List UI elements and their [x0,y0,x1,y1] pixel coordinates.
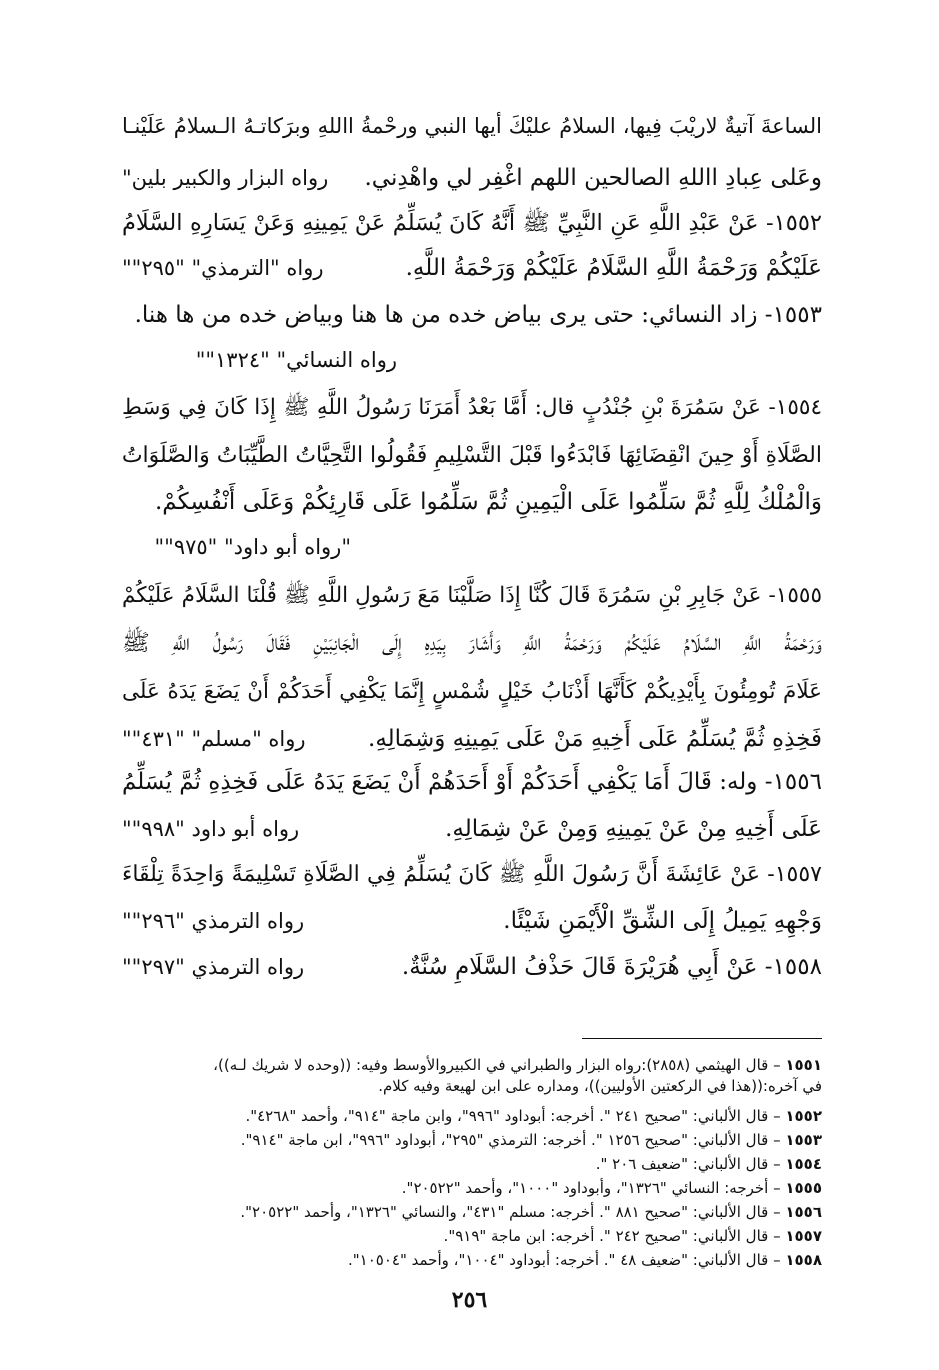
footnote-number: ١٥٥١ [785,1056,822,1074]
hadith-reference: رواه الترمذي "٢٩٦"" [122,909,305,933]
page-number: ٢٥٦ [451,1287,488,1313]
footnote-1552 [122,1107,822,1126]
footnote-1557 [122,1227,822,1246]
footnote-number: ١٥٥٦ [785,1203,822,1221]
hadith-1551-line-1: الساعةَ آتيةٌ لاريْبَ فِيها، السلامُ عليْكَ أيها النبي ورحْمةُ االلهِ وبرَكاتـهُ الـسلامُ عَلَيْنـا [122,114,822,138]
hadith-text: وعَلى عِبادِ االلهِ الصالحين اللهم اغْفِر لي واهْدِني. [364,165,822,191]
footnote-text: – قال الألباني: "صحيح ٢٤١ ". أخرجه: أبوداود "٩٩٦"، وابن ماجة "٩١٤"، وأحمد "٤٢٦٨". [245,1107,781,1125]
hadith-text: فَخِذِهِ ثُمَّ يُسَلِّمُ عَلَى أَخِيهِ مَنْ عَلَى يَمِينِهِ وَشِمَالِهِ. [368,726,822,752]
hadith-1552-line-2 [122,251,822,285]
footnote-number: ١٥٥٨ [785,1251,822,1269]
hadith-1553-reference: رواه النسائي" "١٣٢٤"" [195,348,397,372]
hadith-text: عَلَيْكُمْ وَرَحْمَةُ اللَّهِ السَّلَامُ عَلَيْكُمْ وَرَحْمَةُ اللَّهِ. [405,255,822,281]
hadith-reference: رواه أبو داود "٩٩٨"" [122,817,300,841]
hadith-1555-line-1: ١٥٥٥- عَنْ جَابِرِ بْنِ سَمُرَةَ قَالَ كُنَّا إِذَا صَلَّيْنَا مَعَ رَسُولِ اللَّهِ ﷺ قُلْنَا السَّلَامُ عَلَيْكُمْ [122,583,822,608]
hadith-reference: رواه الترمذي "٢٩٧"" [122,955,305,979]
hadith-1556-line-2 [122,812,822,846]
footnote-1558 [122,1251,822,1270]
hadith-1554-line-2: الصَّلَاةِ أَوْ حِينَ انْقِضَائِهَا فَابْدَءُوا قَبْلَ التَّسْلِيمِ فَقُولُوا التَّحِيَّاتُ الطَّيِّبَاتُ وَالصَّلَوَاتُ [121,443,822,468]
footnote-1551-continuation: في آخره:((هذا في الركعتين الأوليين))، ومداره على ابن لهيعة وفيه كلام. [378,1077,822,1095]
footnote-1553 [122,1131,822,1150]
hadith-text: وَجْهِهِ يَمِيلُ إِلَى الشِّقِّ الْأَيْمَنِ شَيْئًا. [503,908,822,934]
footnote-text: – قال الألباني: "صحيح ٨٨١ ". أخرجه: مسلم "٤٣١"، والنسائي "١٣٢٦"، وأحمد "٢٠٥٢٢". [240,1203,781,1221]
hadith-1555-line-4 [122,722,822,756]
hadith-1554-reference: "رواه أبو داود" "٩٧٥"" [154,535,351,559]
footnote-text: – قال الألباني: "صحيح ٢٤٢ ". أخرجه: ابن ماجة "٩١٩". [443,1227,781,1245]
footnote-number: ١٥٥٥ [785,1179,822,1197]
hadith-1553-line-1: ١٥٥٣- زاد النسائي: حتى يرى بياض خده من ها هنا وبياض خده من ها هنا. [134,302,822,328]
footnote-text: – قال الألباني: "صحيح ١٢٥٦ ". أخرجه: الترمذي "٢٩٥"، أبوداود "٩٩٦"، ابن ماجة "٩١٤". [240,1131,781,1149]
footnote-1554 [122,1155,822,1174]
hadith-1557-line-2 [122,904,822,938]
hadith-reference: رواه "مسلم" "٤٣١"" [122,727,306,751]
hadith-1556-line-1: ١٥٥٦- وله: قَالَ أَمَا يَكْفِي أَحَدَكُمْ أَوْ أَحَدَهُمْ أَنْ يَضَعَ يَدَهُ عَلَى فَخِذِهِ ثُمَّ يُسَلِّمُ [122,769,822,795]
hadith-1558-line-1 [122,950,822,984]
hadith-1554-line-1: ١٥٥٤- عَنْ سَمُرَةَ بْنِ جُنْدُبٍ قال: أَمَّا بَعْدُ أَمَرَنَا رَسُولُ اللَّهِ ﷺ إِذَا كَانَ فِي وَسَطِ [122,395,822,420]
footnote-text: – قال الهيثمي (٢٨٥٨):رواه البزار والطبراني في الكبيروالأوسط وفيه: ((وحده لا شريك لـه))، [213,1056,781,1074]
hadith-1551-line-2 [122,161,822,195]
footnote-1551 [122,1056,822,1075]
hadith-1554-line-3: وَالْمُلْكُ لِلَّهِ ثُمَّ سَلِّمُوا عَلَى الْيَمِينِ ثُمَّ سَلِّمُوا عَلَى قَارِئِكُمْ وَعَلَى أَنْفُسِكُمْ. [155,489,822,515]
footnote-number: ١٥٥٤ [785,1155,822,1173]
footnote-number: ١٥٥٢ [785,1107,822,1125]
hadith-1557-line-1: ١٥٥٧- عَنْ عَائِشَةَ أَنَّ رَسُولَ اللَّهِ ﷺ كَانَ يُسَلِّمُ فِي الصَّلَاةِ تَسْلِيمَةً وَاحِدَةً تِلْقَاءَ [122,862,822,887]
hadith-text: عَلَى أَخِيهِ مِنْ عَنْ يَمِينِهِ وَمِنْ عَنْ شِمَالِهِ. [445,816,822,842]
footnote-number: ١٥٥٣ [785,1131,822,1149]
hadith-reference: رواه "الترمذي" "٢٩٥"" [122,256,324,280]
hadith-1555-line-3: عَلَامَ تُومِئُونَ بِأَيْدِيكُمْ كَأَنَّهَا أَذْنَابُ خَيْلٍ شُمْسٍ إِنَّمَا يَكْفِي أَحَدَكُمْ أَنْ يَضَعَ يَدَهُ عَلَى [122,679,822,704]
footnote-text: – أخرجه: النسائي "١٣٢٦"، وأبوداود "١٠٠٠"، وأحمد "٢٠٥٢٢". [401,1179,781,1197]
footnote-text: – قال الألباني: "ضعيف ٤٨ ". أخرجه: أبوداود "١٠٠٤"، وأحمد "١٠٥٠٤". [348,1251,781,1269]
hadith-1555-line-2: وَرَحْمَةُ اللَّهِ السَّلَامُ عَلَيْكُمْ وَرَحْمَةُ اللَّهِ وَأَشَارَ بِيَدِهِ إِلَى الْجَانِبَيْنِ فَقَالَ رَسُولُ اللَّهِ ﷺ [122,630,822,656]
footnote-1555 [122,1179,822,1198]
footnote-text: – قال الألباني: "ضعيف ٢٠٦ ". [595,1155,781,1173]
hadith-1552-line-1: ١٥٥٢- عَنْ عَبْدِ اللَّهِ عَنِ النَّبِيِّ ﷺ أَنَّهُ كَانَ يُسَلِّمُ عَنْ يَمِينِهِ وَعَنْ يَسَارِهِ السَّلَامُ [122,210,822,236]
hadith-reference: رواه البزار والكبير بلين" [122,166,329,190]
footnote-number: ١٥٥٧ [785,1227,822,1245]
hadith-text: ١٥٥٨- عَنْ أَبِي هُرَيْرَةَ قَالَ حَذْفُ السَّلَامِ سُنَّةٌ. [401,954,822,980]
footnote-separator [582,1038,822,1039]
footnote-1556 [122,1203,822,1222]
